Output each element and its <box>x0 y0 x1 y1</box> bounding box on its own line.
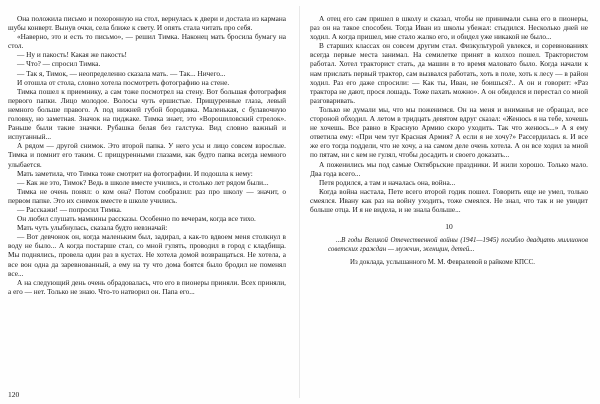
paragraph: Петя родился, а там и началась она, война... <box>319 177 456 187</box>
paragraph: — Расскажи! — попросил Тимка. <box>17 204 122 214</box>
chapter-number: 10 <box>445 222 453 232</box>
page-number: 120 <box>8 390 20 399</box>
right-page <box>310 14 588 398</box>
paragraph: Тимка не очень понял: о ком она? Потом сообразил: раз про школу — значит, о первом папке. Это их снимок вместе в школе учились. <box>8 186 286 205</box>
paragraph: А отец его сам пришел в школу и сказал, чтобы не принимали сына его в пионеры, раз он на такое способен. Тогда Иван из школы убежал: стыдился. Несколько дней не ходил. А когда пришел, мне стало жалко его, и обидел уже никакой не было... <box>310 14 588 42</box>
paragraph: Мать чуть улыбнулась, сказала будто невзначай: <box>17 223 168 233</box>
paragraph: Мать заметила, что Тимка тоже смотрит на фотографии. И подошла к нему: <box>17 168 253 178</box>
epigraph: ...В годы Великой Отечественной войны (1941—1945) погибло двадцать миллионов советских граждан — мужчин, женщин, детей... <box>328 237 588 253</box>
paragraph: «Наверно, это и есть то письмо», — решил Тимка. Наконец мать бросила бумагу на стол. <box>8 32 286 51</box>
paragraph: А на следующий день очень обрадовалась, что его в пионеры приняли. Всех приняли, а его — нет. Только не знаю. Что-то натворил он. Папа его... <box>8 277 286 296</box>
paragraph: В старших классах он совсем другим стал. Физкультурой увлекся, и соревнованиях всегда первые места занимал. На семилетке принят в колхоз пошел. Трактористом работал. Хотел тракторист стать, да машин в то время маловато было. Когда начали к нам прислать первый трактор, сам вызвался работать, хоть в поле, хоть к лесу — в район ходил. Раз его даже спросили: — Как ты, Иван, не боишься?.. А он и говорит: «Раз трактора не дают, прося лошадь. Тоже пахать можно». А он обиделся и перестал со мной разговаривать. <box>310 41 588 105</box>
paragraph: — Вот девчонок он, когда маленьким был, задирал, а как-то вдвоем меня столкнул в воду не было... А когда постарше стал, со мной гулять, проводил в город с кладбища. Мы поднялись, провела один раз в кустах. Не хотела домой возвращаться. Не хотела, а все вон одна да заревнованный, а ему на ту что дома боятся было бродил не поменял все... <box>8 232 286 278</box>
paragraph: Когда война настала, Пете всего второй годик пошел. Говорить еще не умел, только смеялся. Ивану как раз на войну уходить, тоже смеялся. Не знал, что так и не увидит больше отца. И я не видела, и не знала больше... <box>310 186 588 214</box>
paragraph: Она положила письмо и похоронную на стол, вернулась к двери и достала из кармана шубы конверт. Вынув очки, села ближе к свету. И опять стала читать про себя. <box>8 14 286 33</box>
paragraph: — Что? — спросил Тимка. <box>17 59 101 69</box>
paragraph: — Как же это, Тимок? Ведь в школе вместе учились, и столько лет рядом были... <box>17 177 269 187</box>
epigraph-attribution: Из доклада, услышанного М. М. Февралевой в райкоме КПСС. <box>350 259 535 267</box>
paragraph: А поженились мы под самые Октябрьские праздники. И жили хорошо. Только мало. Два года всего... <box>310 159 588 178</box>
paragraph: — Ну и пакость! Какая же пакость! <box>17 50 127 60</box>
page-gutter <box>299 6 300 398</box>
paragraph: — Так я, Тимок, — неопределенно сказала мать. — Так... Ничего... <box>17 68 226 78</box>
paragraph: Тимка пошел к приемнику, а сам тоже посмотрел на стену. Вот большая фотография первого папки. Лицо молодое. Волосы чуть ершистые. Прищуренные глаза, левый немного больше правого. А под нижней губой бородавка. Маленькая, с булавочную головку, но заметная. Значок на пиджаке. Тимка знает, это «Ворошиловский стрелок». Раньше были такие значки. Рубашка белая без галстука. Вид словно важный и испуганный... <box>8 86 286 142</box>
paragraph: А рядом — другой снимок. Это второй папка. У него усы и лицо совсем взрослые. Тимка и помнит его таким. С прищуренными глазами, как будто папка всегда немного улыбается. <box>8 141 286 169</box>
paragraph: Только не думали мы, что мы поженимся. Он на меня и вниманья не обращал, все стороной обходил. А летом в тридцать девятом вдруг сказал: «Женюсь я на тебе, хочешь не хочешь. Все равно в Красную Армию скоро уходить. Так что женюсь...» А я ему ответила ему: «При чем тут Красная Армия? А если я не хочу?» Рассердилась я. И все же его тогда поддели, что не хочу, а на самом деле очень хотела. А он все ходил за мной по пятам, ни с кем не гулял, чтобы досадить и своего доказать... <box>310 104 588 160</box>
paragraph: Он любил слушать мамкины рассказы. Особенно по вечерам, когда все тихо. <box>17 214 256 224</box>
left-page <box>8 14 286 398</box>
paragraph: И отошла от стола, словно хотела посмотреть фотографию на стене. <box>17 77 230 87</box>
